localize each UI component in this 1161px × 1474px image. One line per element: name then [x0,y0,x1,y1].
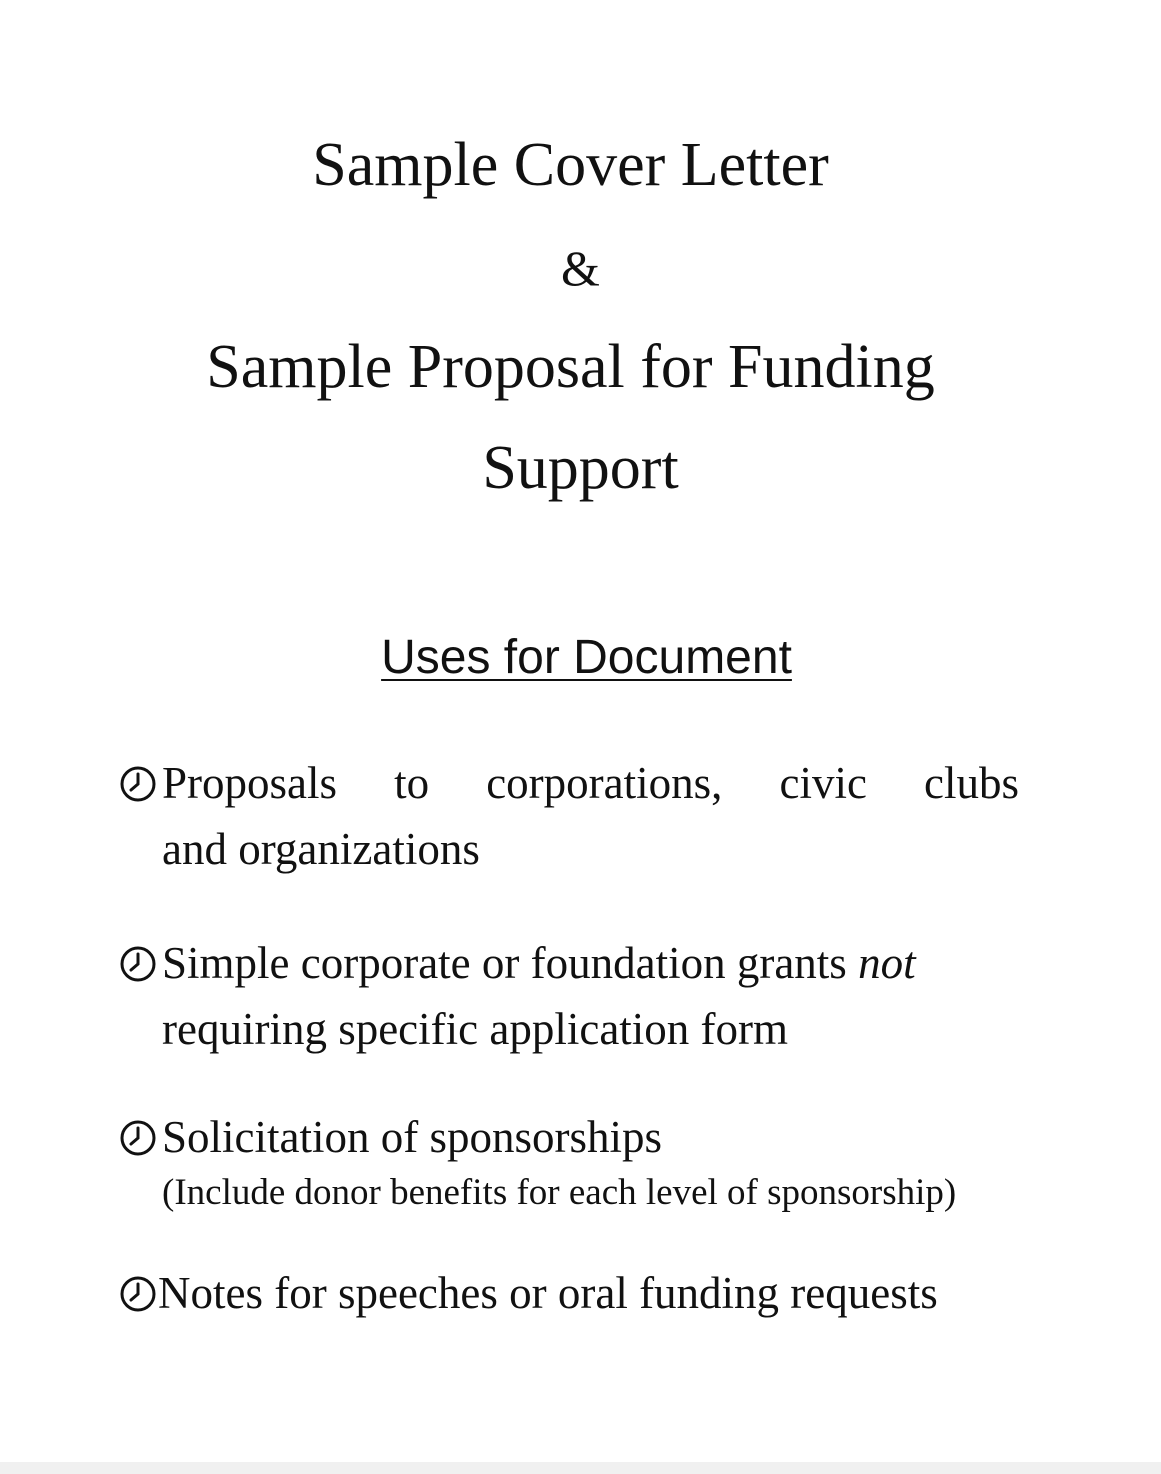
list-item [118,1260,1068,1330]
clock-icon [118,1118,158,1158]
title-line-4: Support [482,434,679,502]
list-item-line-1: Simple corporate or foundation grants [162,938,859,988]
list-item [118,930,1038,1070]
list-item-line-2: and organizations [162,824,480,874]
clock-icon [118,1274,158,1314]
list-item-note: (Include donor benefits for each level of sponsorship) [162,1172,957,1213]
list-item [118,750,1023,890]
clock-icon [118,944,158,984]
list-item-text [162,750,1023,882]
list-item-text [162,1104,956,1218]
list-item-line-2: requiring specific application form [162,1004,789,1054]
list-item-text [158,1260,938,1326]
section-heading [0,631,1161,684]
list-item-text [162,930,916,1062]
list-item [118,1104,1068,1224]
emphasis-text: not [858,938,916,988]
title-ampersand: & [561,240,600,296]
title-line-1: Sample Cover Letter [312,131,829,199]
page-bottom-edge [0,1462,1161,1474]
list-item-line-1: Solicitation of sponsorships [162,1112,663,1162]
clock-icon [118,764,158,804]
list-item-line-1: Proposals to corporations, civic clubs [162,758,1019,808]
section-heading-text: Uses for Document [381,631,792,684]
list-item-line-1: Notes for speeches or oral funding requests [158,1268,938,1318]
title-line-3: Sample Proposal for Funding [206,333,935,401]
